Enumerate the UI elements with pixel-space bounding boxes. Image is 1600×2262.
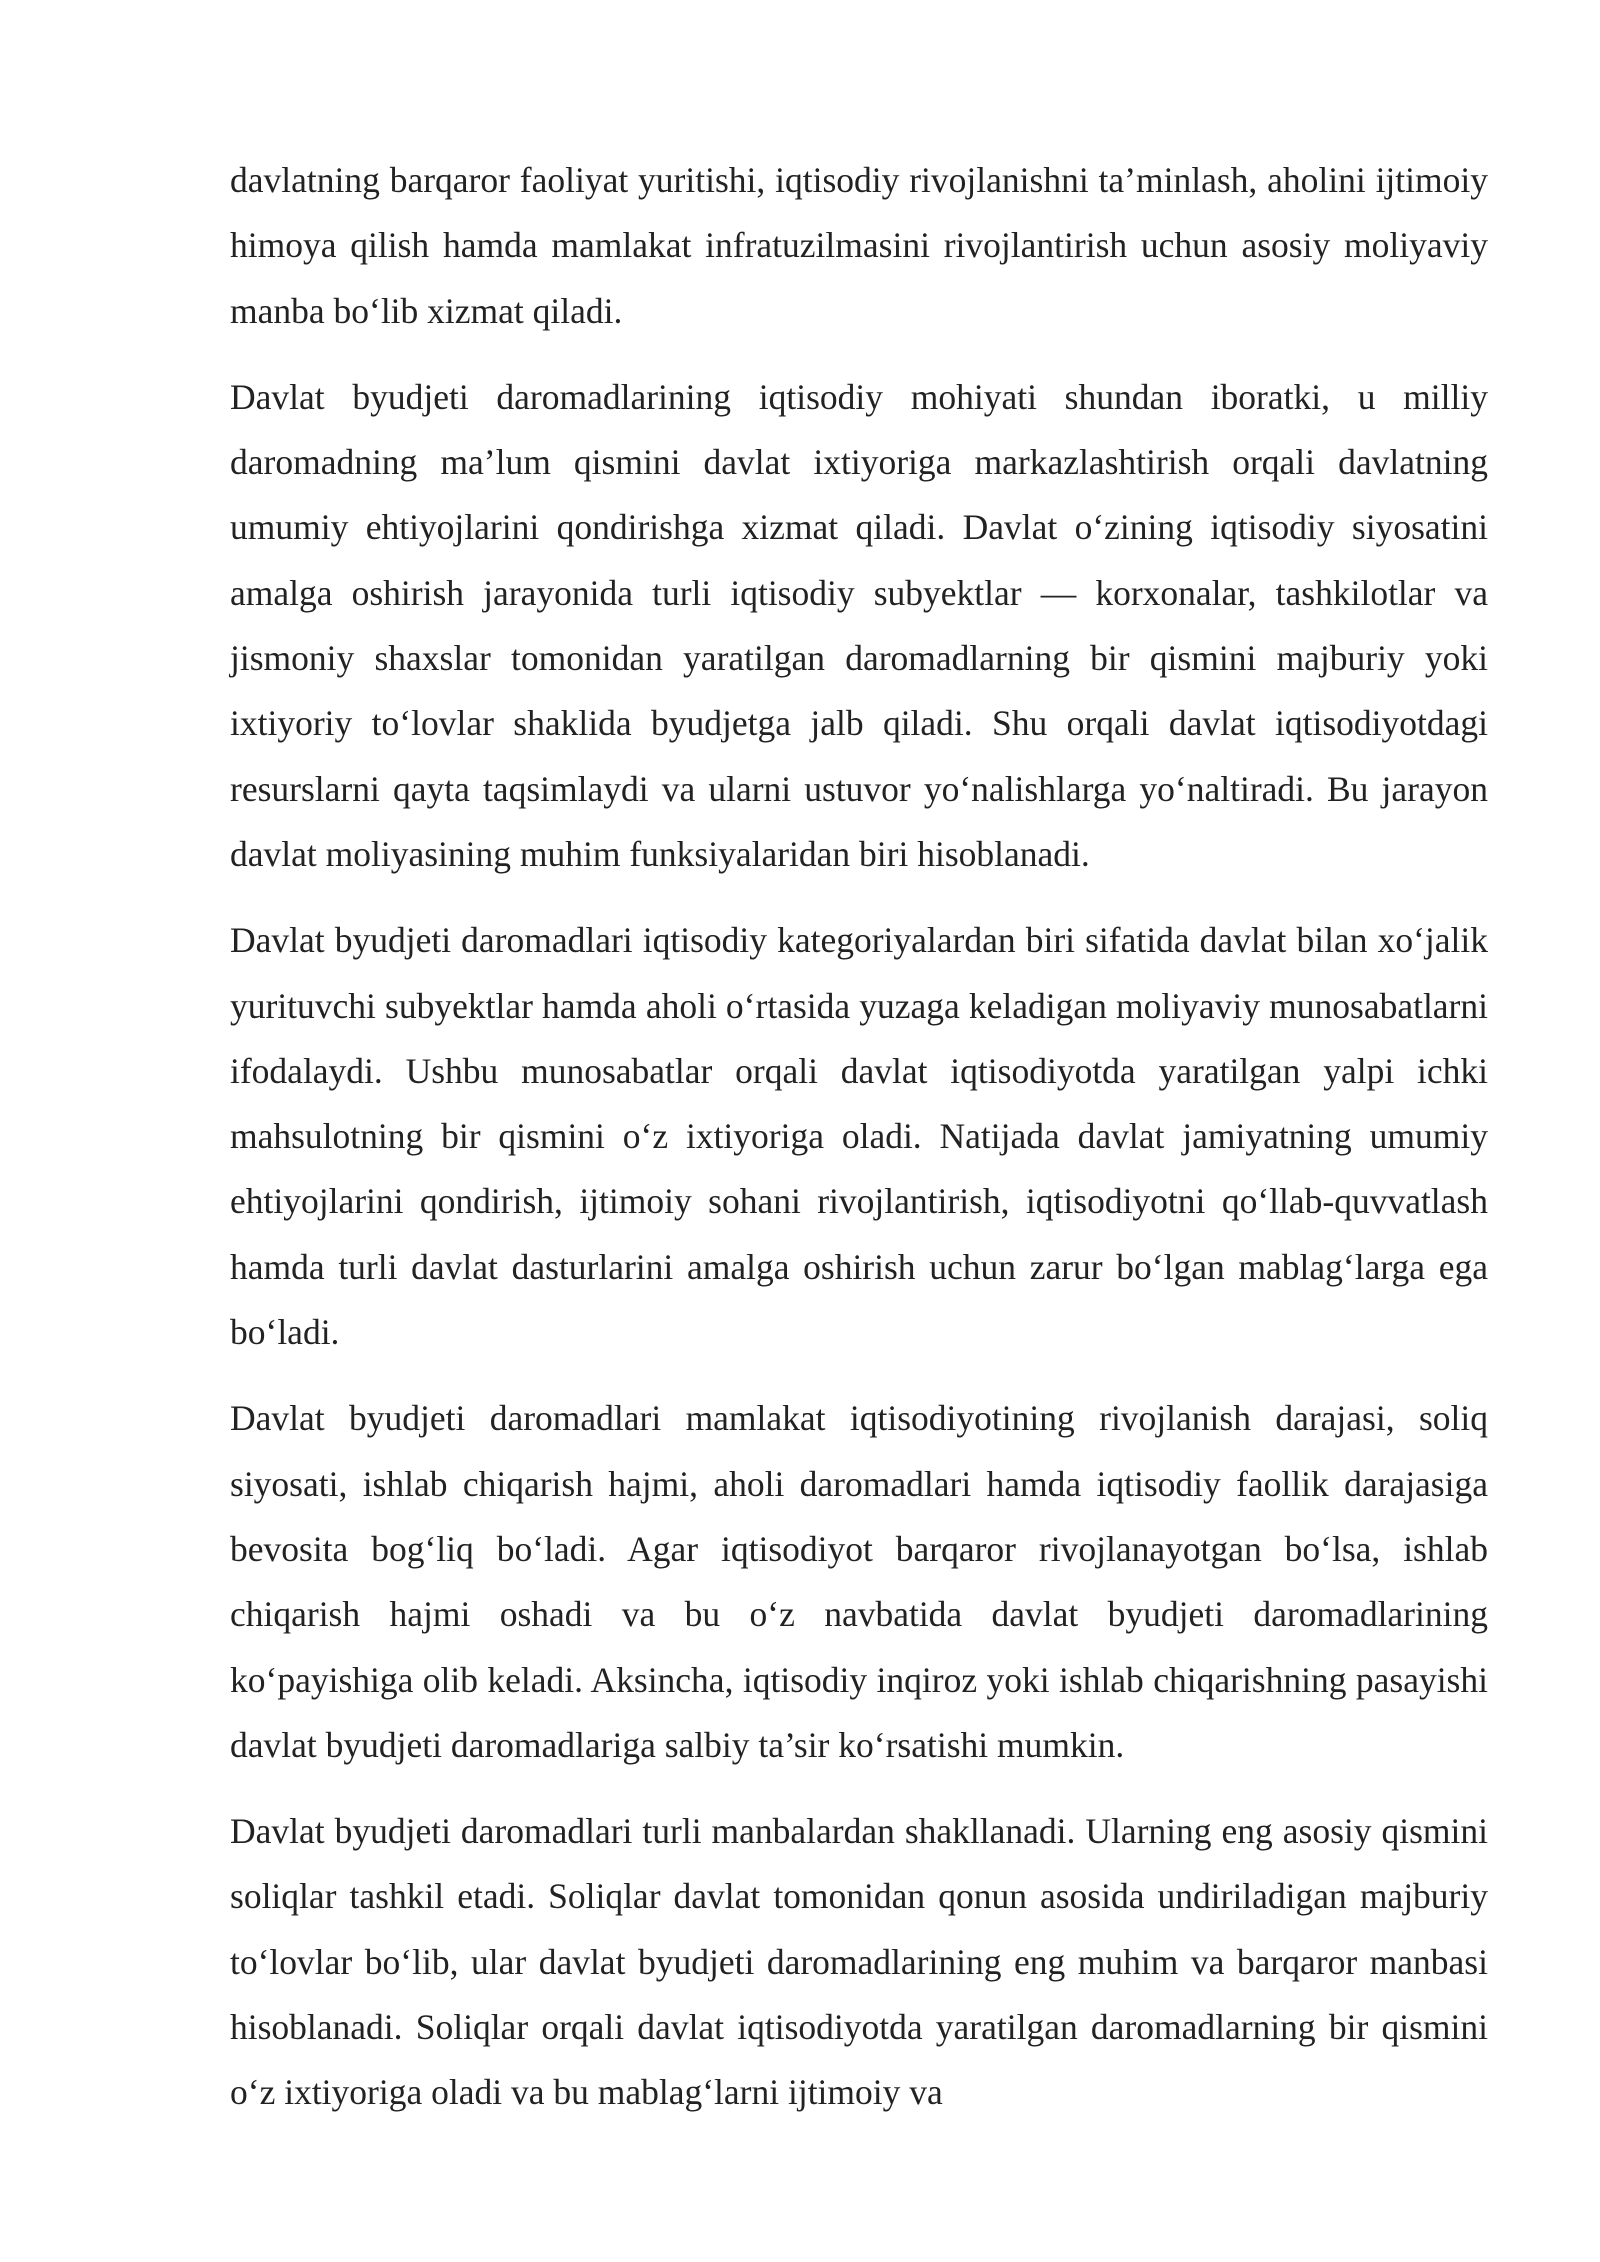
text-body bbox=[230, 148, 1488, 2147]
paragraph-1: davlatning barqaror faoliyat yuritishi, iqtisodiy rivojlanishni ta’minlash, aholini ijtimoiy himoya qilish hamda mamlakat infratuzilmasini rivojlantirish uchun asosiy moliyaviy manba bo‘lib xizmat qiladi. bbox=[230, 160, 1488, 331]
paragraph-4: Davlat byudjeti daromadlari mamlakat iqtisodiyotining rivojlanish darajasi, soliq siyosati, ishlab chiqarish hajmi, aholi daromadlari hamda iqtisodiy faollik darajasiga bevosita bog‘liq bo‘ladi. Agar iqtisodiyot barqaror rivojlanayotgan bo‘lsa, ishlab chiqarish hajmi oshadi va bu o‘z navbatida davlat byudjeti daromadlarining ko‘payishiga olib keladi. Aksincha, iqtisodiy inqiroz yoki ishlab chiqarishning pasayishi davlat byudjeti daromadlariga salbiy ta’sir ko‘rsatishi mumkin. bbox=[230, 1398, 1488, 1765]
paragraph-5: Davlat byudjeti daromadlari turli manbalardan shakllanadi. Ularning eng asosiy qismini soliqlar tashkil etadi. Soliqlar davlat tomonidan qonun asosida undiriladigan majburiy to‘lovlar bo‘lib, ular davlat byudjeti daromadlarining eng muhim va barqaror manbasi hisoblanadi. Soliqlar orqali davlat iqtisodiyotda yaratilgan daromadlarning bir qismini o‘z ixtiyoriga oladi va bu mablag‘larni ijtimoiy va bbox=[230, 1811, 1488, 2113]
paragraph-3: Davlat byudjeti daromadlari iqtisodiy kategoriyalardan biri sifatida davlat bilan xo‘jalik yurituvchi subyektlar hamda aholi o‘rtasida yuzaga keladigan moliyaviy munosabatlarni ifodalaydi. Ushbu munosabatlar orqali davlat iqtisodiyotda yaratilgan yalpi ichki mahsulotning bir qismini o‘z ixtiyoriga oladi. Natijada davlat jamiyatning umumiy ehtiyojlarini qondirish, ijtimoiy sohani rivojlantirish, iqtisodiyotni qo‘llab-quvvatlash hamda turli davlat dasturlarini amalga oshirish uchun zarur bo‘lgan mablag‘larga ega bo‘ladi. bbox=[230, 920, 1488, 1353]
paragraph-2: Davlat byudjeti daromadlarining iqtisodiy mohiyati shundan iboratki, u milliy daromadning ma’lum qismini davlat ixtiyoriga markazlashtirish orqali davlatning umumiy ehtiyojlarini qondirishga xizmat qiladi. Davlat o‘zining iqtisodiy siyosatini amalga oshirish jarayonida turli iqtisodiy subyektlar — korxonalar, tashkilotlar va jismoniy shaxslar tomonidan yaratilgan daromadlarning bir qismini majburiy yoki ixtiyoriy to‘lovlar shaklida byudjetga jalb qiladi. Shu orqali davlat iqtisodiyotdagi resurslarni qayta taqsimlaydi va ularni ustuvor yo‘nalishlarga yo‘naltiradi. Bu jarayon davlat moliyasining muhim funksiyalaridan biri hisoblanadi. bbox=[230, 376, 1488, 874]
